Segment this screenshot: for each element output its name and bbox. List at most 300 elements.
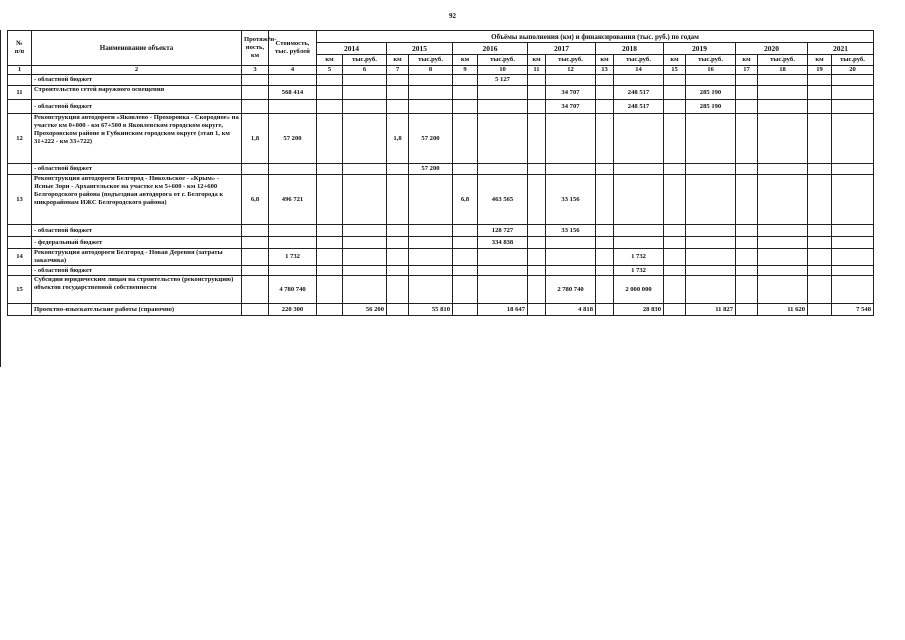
km-value bbox=[596, 86, 614, 100]
rub-value bbox=[686, 237, 736, 249]
km-value bbox=[387, 276, 409, 304]
table-row bbox=[8, 276, 874, 304]
km-value bbox=[453, 225, 478, 237]
subheader-km: км bbox=[387, 55, 409, 66]
km-value bbox=[808, 237, 832, 249]
column-number: 12 bbox=[546, 66, 596, 75]
km-value bbox=[664, 225, 686, 237]
column-number: 1 bbox=[8, 66, 32, 75]
km-value bbox=[808, 276, 832, 304]
km-value bbox=[808, 114, 832, 164]
object-name: Проектно-изыскательские работы (справочно) bbox=[32, 304, 242, 316]
row-number bbox=[8, 75, 32, 86]
header-col-no: № п/п bbox=[8, 31, 32, 66]
rub-value bbox=[758, 276, 808, 304]
km-value bbox=[387, 86, 409, 100]
length-value bbox=[242, 266, 269, 276]
year-header: 2015 bbox=[387, 43, 453, 55]
rub-value bbox=[478, 114, 528, 164]
km-value bbox=[317, 175, 343, 225]
column-number: 18 bbox=[758, 66, 808, 75]
rub-value bbox=[832, 114, 874, 164]
rub-value bbox=[478, 276, 528, 304]
km-value bbox=[528, 249, 546, 266]
rub-value bbox=[343, 237, 387, 249]
rub-value bbox=[832, 86, 874, 100]
table-row bbox=[8, 175, 874, 225]
object-name: Реконструкция автодороги Белгород - Никольское - «Крым» - Ясные Зори - Архангельское на участке км 5+600 - км 12+600 Белгородского района (подъездная автодорога от г. Белгорода к микрорайонам ИЖС Белгородского района) bbox=[32, 175, 242, 225]
year-header: 2016 bbox=[453, 43, 528, 55]
rub-value bbox=[832, 164, 874, 175]
table-row bbox=[8, 266, 874, 276]
length-value bbox=[242, 164, 269, 175]
header-years-title: Объёмы выполнения (км) и финансирования (тыс. руб.) по годам bbox=[317, 31, 874, 43]
km-value bbox=[596, 249, 614, 266]
year-header: 2018 bbox=[596, 43, 664, 55]
rub-value bbox=[832, 225, 874, 237]
km-value bbox=[453, 237, 478, 249]
subheader-rub: тыс.руб. bbox=[614, 55, 664, 66]
rub-value bbox=[546, 249, 596, 266]
km-value bbox=[528, 164, 546, 175]
km-value bbox=[596, 225, 614, 237]
km-value bbox=[528, 225, 546, 237]
rub-value bbox=[686, 175, 736, 225]
rub-value: 18 647 bbox=[478, 304, 528, 316]
rub-value bbox=[758, 75, 808, 86]
subheader-rub: тыс.руб. bbox=[478, 55, 528, 66]
object-name: Реконструкция автодороги «Яковлево - Прохоровка - Скородное» на участке км 0+000 - км 67+500 в Яковлевском городском округе, Прохоровском районе и Губкинском городском округе (этап 1, км 31+222 - км 33+722) bbox=[32, 114, 242, 164]
km-value bbox=[736, 164, 758, 175]
rub-value: 2 000 000 bbox=[614, 276, 664, 304]
rub-value bbox=[343, 266, 387, 276]
rub-value: 5 127 bbox=[478, 75, 528, 86]
km-value bbox=[453, 114, 478, 164]
km-value bbox=[596, 276, 614, 304]
km-value bbox=[387, 237, 409, 249]
column-number: 6 bbox=[343, 66, 387, 75]
length-value bbox=[242, 249, 269, 266]
row-number: 12 bbox=[8, 114, 32, 164]
rub-value bbox=[832, 266, 874, 276]
rub-value bbox=[478, 100, 528, 114]
rub-value: 34 707 bbox=[546, 100, 596, 114]
rub-value bbox=[614, 164, 664, 175]
table-row bbox=[8, 164, 874, 175]
column-number: 7 bbox=[387, 66, 409, 75]
km-value: 6,8 bbox=[453, 175, 478, 225]
rub-value: 11 827 bbox=[686, 304, 736, 316]
length-value bbox=[242, 276, 269, 304]
rub-value bbox=[343, 175, 387, 225]
km-value bbox=[387, 175, 409, 225]
km-value bbox=[736, 237, 758, 249]
rub-value bbox=[832, 100, 874, 114]
km-value bbox=[736, 276, 758, 304]
rub-value: 334 838 bbox=[478, 237, 528, 249]
year-header: 2021 bbox=[808, 43, 874, 55]
km-value bbox=[453, 249, 478, 266]
table-row bbox=[8, 225, 874, 237]
column-number: 15 bbox=[664, 66, 686, 75]
km-value bbox=[664, 86, 686, 100]
rub-value bbox=[832, 249, 874, 266]
row-number: 14 bbox=[8, 249, 32, 266]
rub-value bbox=[686, 276, 736, 304]
column-number: 14 bbox=[614, 66, 664, 75]
rub-value bbox=[758, 100, 808, 114]
km-value bbox=[387, 100, 409, 114]
length-value bbox=[242, 225, 269, 237]
rub-value bbox=[614, 75, 664, 86]
km-value bbox=[387, 75, 409, 86]
left-edge-line bbox=[0, 30, 1, 367]
km-value bbox=[596, 266, 614, 276]
rub-value bbox=[758, 114, 808, 164]
km-value bbox=[736, 86, 758, 100]
length-value: 1,8 bbox=[242, 114, 269, 164]
km-value bbox=[317, 100, 343, 114]
subheader-km: км bbox=[453, 55, 478, 66]
rub-value bbox=[686, 114, 736, 164]
column-number: 11 bbox=[528, 66, 546, 75]
length-value: 6,8 bbox=[242, 175, 269, 225]
cost-value bbox=[269, 266, 317, 276]
rub-value bbox=[343, 100, 387, 114]
length-value bbox=[242, 304, 269, 316]
column-number: 3 bbox=[242, 66, 269, 75]
km-value bbox=[596, 175, 614, 225]
rub-value bbox=[758, 86, 808, 100]
km-value bbox=[664, 75, 686, 86]
km-value bbox=[736, 75, 758, 86]
km-value bbox=[317, 114, 343, 164]
rub-value: 56 200 bbox=[343, 304, 387, 316]
km-value bbox=[317, 304, 343, 316]
km-value bbox=[736, 100, 758, 114]
column-number: 5 bbox=[317, 66, 343, 75]
km-value bbox=[664, 114, 686, 164]
year-header: 2017 bbox=[528, 43, 596, 55]
km-value bbox=[317, 237, 343, 249]
rub-value: 28 830 bbox=[614, 304, 664, 316]
subheader-km: км bbox=[528, 55, 546, 66]
km-value bbox=[317, 276, 343, 304]
km-value bbox=[808, 266, 832, 276]
rub-value bbox=[686, 249, 736, 266]
subheader-rub: тыс.руб. bbox=[832, 55, 874, 66]
rub-value bbox=[546, 75, 596, 86]
cost-value bbox=[269, 225, 317, 237]
km-value bbox=[453, 86, 478, 100]
rub-value bbox=[546, 266, 596, 276]
column-number: 16 bbox=[686, 66, 736, 75]
km-value bbox=[736, 175, 758, 225]
column-number: 13 bbox=[596, 66, 614, 75]
km-value bbox=[808, 225, 832, 237]
rub-value bbox=[686, 266, 736, 276]
header-col-name: Наименование объекта bbox=[32, 31, 242, 66]
km-value bbox=[596, 100, 614, 114]
km-value: 1,8 bbox=[387, 114, 409, 164]
rub-value: 57 200 bbox=[409, 164, 453, 175]
rub-value: 7 548 bbox=[832, 304, 874, 316]
rub-value bbox=[614, 237, 664, 249]
km-value bbox=[596, 304, 614, 316]
km-value bbox=[317, 266, 343, 276]
km-value bbox=[528, 175, 546, 225]
rub-value: 285 190 bbox=[686, 86, 736, 100]
object-name: - областной бюджет bbox=[32, 100, 242, 114]
row-number bbox=[8, 237, 32, 249]
rub-value bbox=[343, 276, 387, 304]
rub-value bbox=[546, 114, 596, 164]
column-number: 19 bbox=[808, 66, 832, 75]
subheader-km: км bbox=[317, 55, 343, 66]
km-value bbox=[736, 225, 758, 237]
object-name: Реконструкция автодороги Белгород - Новая Деревня (затраты заказчика) bbox=[32, 249, 242, 266]
cost-value: 57 200 bbox=[269, 114, 317, 164]
rub-value: 463 565 bbox=[478, 175, 528, 225]
cost-value: 220 300 bbox=[269, 304, 317, 316]
km-value bbox=[387, 249, 409, 266]
cost-value bbox=[269, 75, 317, 86]
header-col-cost: Стоимость, тыс. рублей bbox=[269, 31, 317, 66]
km-value bbox=[528, 276, 546, 304]
rub-value bbox=[409, 75, 453, 86]
km-value bbox=[528, 75, 546, 86]
km-value bbox=[736, 304, 758, 316]
rub-value bbox=[478, 164, 528, 175]
rub-value bbox=[409, 175, 453, 225]
object-name: Строительство сетей наружного освещения bbox=[32, 86, 242, 100]
rub-value: 1 732 bbox=[614, 249, 664, 266]
km-value bbox=[664, 266, 686, 276]
cost-value bbox=[269, 237, 317, 249]
km-value bbox=[453, 266, 478, 276]
year-header: 2020 bbox=[736, 43, 808, 55]
km-value bbox=[736, 114, 758, 164]
rub-value bbox=[409, 276, 453, 304]
column-number: 17 bbox=[736, 66, 758, 75]
km-value bbox=[596, 114, 614, 164]
km-value bbox=[387, 266, 409, 276]
rub-value: 4 818 bbox=[546, 304, 596, 316]
length-value bbox=[242, 75, 269, 86]
km-value bbox=[664, 304, 686, 316]
header-col-length: Протяжён- ность, км bbox=[242, 31, 269, 66]
rub-value bbox=[478, 86, 528, 100]
km-value bbox=[808, 75, 832, 86]
rub-value: 1 732 bbox=[614, 266, 664, 276]
km-value bbox=[528, 237, 546, 249]
rub-value bbox=[546, 237, 596, 249]
rub-value bbox=[409, 86, 453, 100]
cost-value bbox=[269, 164, 317, 175]
km-value bbox=[528, 114, 546, 164]
rub-value bbox=[614, 175, 664, 225]
km-value bbox=[317, 225, 343, 237]
km-value bbox=[317, 86, 343, 100]
object-name: - федеральный бюджет bbox=[32, 237, 242, 249]
km-value bbox=[808, 100, 832, 114]
object-name: - областной бюджет bbox=[32, 225, 242, 237]
km-value bbox=[596, 164, 614, 175]
column-number: 2 bbox=[32, 66, 242, 75]
table-row bbox=[8, 249, 874, 266]
row-number: 15 bbox=[8, 276, 32, 304]
rub-value: 57 200 bbox=[409, 114, 453, 164]
row-number: 11 bbox=[8, 86, 32, 100]
km-value bbox=[528, 304, 546, 316]
km-value bbox=[664, 100, 686, 114]
length-value bbox=[242, 237, 269, 249]
km-value bbox=[453, 164, 478, 175]
page-number: 92 bbox=[449, 12, 456, 20]
km-value bbox=[387, 164, 409, 175]
length-value bbox=[242, 86, 269, 100]
rub-value bbox=[343, 164, 387, 175]
km-value bbox=[808, 164, 832, 175]
km-value bbox=[317, 249, 343, 266]
subheader-km: км bbox=[808, 55, 832, 66]
rub-value bbox=[478, 266, 528, 276]
subheader-km: км bbox=[596, 55, 614, 66]
column-number: 8 bbox=[409, 66, 453, 75]
table-row bbox=[8, 100, 874, 114]
km-value bbox=[453, 100, 478, 114]
rub-value: 248 517 bbox=[614, 100, 664, 114]
object-name: - областной бюджет bbox=[32, 75, 242, 86]
km-value bbox=[808, 249, 832, 266]
rub-value bbox=[343, 86, 387, 100]
rub-value bbox=[758, 266, 808, 276]
subheader-rub: тыс.руб. bbox=[686, 55, 736, 66]
rub-value: 33 156 bbox=[546, 225, 596, 237]
object-name: - областной бюджет bbox=[32, 266, 242, 276]
km-value bbox=[528, 266, 546, 276]
cost-value: 496 721 bbox=[269, 175, 317, 225]
year-header: 2014 bbox=[317, 43, 387, 55]
rub-value: 285 190 bbox=[686, 100, 736, 114]
rub-value bbox=[546, 164, 596, 175]
rub-value bbox=[343, 114, 387, 164]
table-row bbox=[8, 114, 874, 164]
rub-value bbox=[832, 75, 874, 86]
km-value bbox=[664, 164, 686, 175]
km-value bbox=[664, 237, 686, 249]
rub-value: 128 727 bbox=[478, 225, 528, 237]
km-value bbox=[736, 266, 758, 276]
rub-value bbox=[686, 164, 736, 175]
subheader-rub: тыс.руб. bbox=[409, 55, 453, 66]
subheader-km: км bbox=[736, 55, 758, 66]
km-value bbox=[387, 304, 409, 316]
row-number bbox=[8, 266, 32, 276]
objects-table bbox=[7, 30, 874, 316]
km-value bbox=[664, 249, 686, 266]
cost-value: 4 780 740 bbox=[269, 276, 317, 304]
km-value bbox=[453, 304, 478, 316]
km-value bbox=[736, 249, 758, 266]
subheader-km: км bbox=[664, 55, 686, 66]
rub-value bbox=[409, 249, 453, 266]
row-number bbox=[8, 304, 32, 316]
km-value bbox=[808, 175, 832, 225]
column-number: 20 bbox=[832, 66, 874, 75]
cost-value bbox=[269, 100, 317, 114]
rub-value bbox=[758, 175, 808, 225]
km-value bbox=[664, 175, 686, 225]
rub-value bbox=[614, 114, 664, 164]
rub-value bbox=[832, 237, 874, 249]
km-value bbox=[387, 225, 409, 237]
rub-value: 2 780 740 bbox=[546, 276, 596, 304]
row-number: 13 bbox=[8, 175, 32, 225]
rub-value bbox=[409, 100, 453, 114]
rub-value bbox=[409, 225, 453, 237]
column-number: 4 bbox=[269, 66, 317, 75]
rub-value bbox=[614, 225, 664, 237]
column-number: 10 bbox=[478, 66, 528, 75]
rub-value bbox=[409, 266, 453, 276]
km-value bbox=[453, 276, 478, 304]
column-number: 9 bbox=[453, 66, 478, 75]
rub-value bbox=[832, 175, 874, 225]
rub-value bbox=[343, 249, 387, 266]
km-value bbox=[596, 237, 614, 249]
row-number bbox=[8, 225, 32, 237]
table-row bbox=[8, 237, 874, 249]
km-value bbox=[808, 304, 832, 316]
object-name: - областной бюджет bbox=[32, 164, 242, 175]
rub-value: 248 517 bbox=[614, 86, 664, 100]
rub-value: 34 707 bbox=[546, 86, 596, 100]
rub-value bbox=[343, 225, 387, 237]
km-value bbox=[528, 100, 546, 114]
subheader-rub: тыс.руб. bbox=[343, 55, 387, 66]
cost-value: 1 732 bbox=[269, 249, 317, 266]
rub-value bbox=[478, 249, 528, 266]
row-number bbox=[8, 164, 32, 175]
rub-value bbox=[758, 225, 808, 237]
rub-value bbox=[343, 75, 387, 86]
subheader-rub: тыс.руб. bbox=[546, 55, 596, 66]
rub-value bbox=[832, 276, 874, 304]
km-value bbox=[664, 276, 686, 304]
rub-value bbox=[686, 225, 736, 237]
km-value bbox=[453, 75, 478, 86]
km-value bbox=[808, 86, 832, 100]
rub-value bbox=[758, 164, 808, 175]
table-row bbox=[8, 304, 874, 316]
rub-value bbox=[758, 249, 808, 266]
rub-value: 55 810 bbox=[409, 304, 453, 316]
rub-value bbox=[758, 237, 808, 249]
cost-value: 568 414 bbox=[269, 86, 317, 100]
table-row bbox=[8, 75, 874, 86]
year-header: 2019 bbox=[664, 43, 736, 55]
km-value bbox=[317, 164, 343, 175]
rub-value bbox=[686, 75, 736, 86]
table-row bbox=[8, 86, 874, 100]
object-name: Субсидии юридическим лицам на строительство (реконструкцию) объектов государственной собственности bbox=[32, 276, 242, 304]
km-value bbox=[596, 75, 614, 86]
rub-value: 11 620 bbox=[758, 304, 808, 316]
subheader-rub: тыс.руб. bbox=[758, 55, 808, 66]
km-value bbox=[528, 86, 546, 100]
rub-value: 33 156 bbox=[546, 175, 596, 225]
